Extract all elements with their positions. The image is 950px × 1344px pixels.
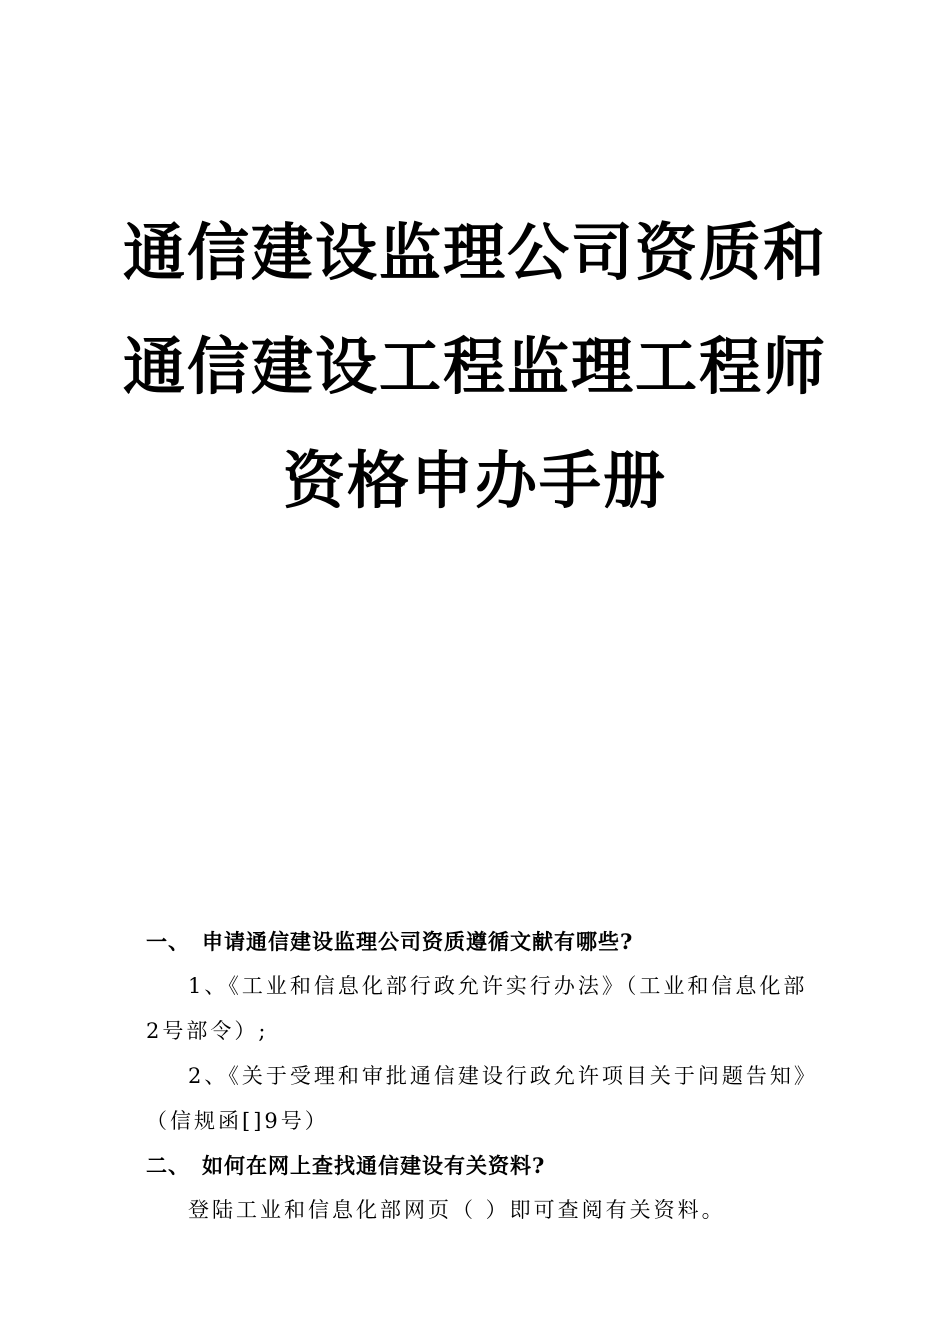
list-item: 2、《关于受理和审批通信建设行政允许项目关于问题告知》（信规函[]9号） bbox=[146, 1064, 808, 1133]
section-heading bbox=[146, 1144, 816, 1188]
title-line-3: 资格申办手册 bbox=[282, 444, 667, 517]
document-body bbox=[146, 920, 816, 1233]
section-number: 一、 bbox=[146, 929, 190, 954]
section-1 bbox=[146, 920, 816, 1144]
list-item: 登陆工业和信息化部网页（ ）即可查阅有关资料。 bbox=[188, 1198, 726, 1222]
section-heading-text: 如何在网上查找通信建设有关资料? bbox=[202, 1153, 546, 1178]
section-number: 二、 bbox=[146, 1153, 190, 1178]
section-heading-text: 申请通信建设监理公司资质遵循文献有哪些? bbox=[202, 929, 634, 954]
title-line-1: 通信建设监理公司资质和 bbox=[122, 216, 827, 289]
section-2 bbox=[146, 1144, 816, 1233]
document-title bbox=[0, 196, 950, 538]
title-line-2: 通信建设工程监理工程师 bbox=[122, 330, 827, 403]
list-item: 1、《工业和信息化部行政允许实行办法》（工业和信息化部 2号部令）; bbox=[146, 974, 808, 1043]
section-heading bbox=[146, 920, 816, 964]
